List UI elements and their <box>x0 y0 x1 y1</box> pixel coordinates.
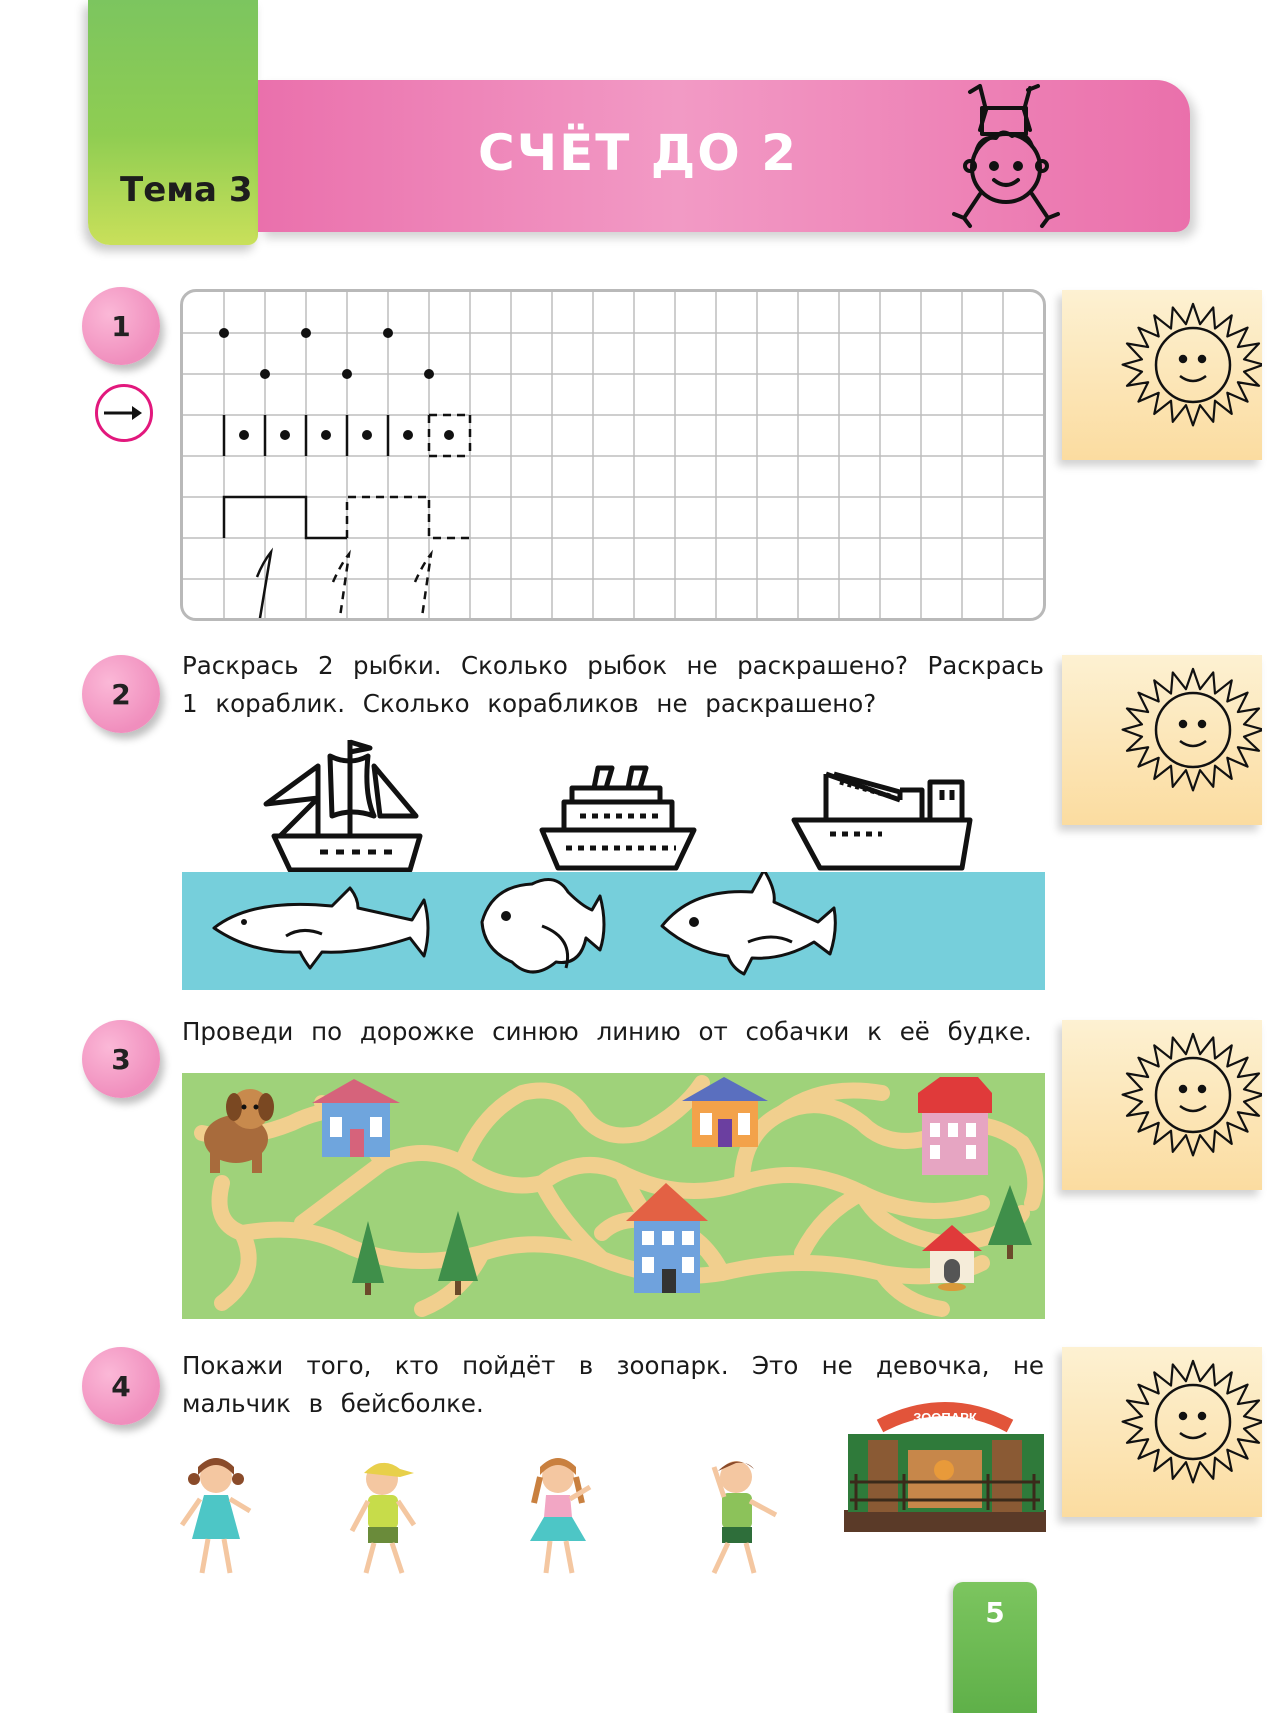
task-number-1: 1 <box>82 287 160 365</box>
ship-icon <box>790 760 976 872</box>
task-2-text: Раскрась 2 рыбки. Сколько рыбок не раскрашено? Раскрась 1 кораблик. Сколько корабликов не раскрашено? <box>182 651 1044 718</box>
boy-icon <box>694 1455 784 1580</box>
house-icon <box>312 1079 400 1157</box>
task-3-text: Проведи по дорожке синюю линию от собачки к её будке. <box>182 1017 1032 1046</box>
ship-icon <box>260 736 430 872</box>
girl-icon <box>520 1455 600 1580</box>
sun-icon <box>1062 290 1262 460</box>
squared-grid <box>180 289 1046 621</box>
tree-icon <box>988 1185 1032 1259</box>
water-strip <box>182 872 1045 990</box>
girl-icon <box>178 1455 258 1580</box>
task-4-text: Покажи того, кто пойдёт в зоопарк. Это не девочка, не мальчик в бейсболке. <box>182 1351 1044 1418</box>
page-title: СЧЁТ ДО 2 <box>478 124 799 182</box>
sun-sticker-2 <box>1062 655 1262 825</box>
arrow-right-icon <box>95 384 153 442</box>
zoo-gate-icon <box>844 1400 1046 1535</box>
boy-cap-icon <box>344 1455 424 1580</box>
house-icon <box>918 1077 992 1175</box>
sun-icon <box>1062 1347 1262 1517</box>
page-number: 5 <box>985 1596 1005 1629</box>
boy-handstand-icon <box>940 80 1070 230</box>
zoo-sign: ЗООПАРК <box>913 1410 977 1425</box>
sun-sticker-3 <box>1062 1020 1262 1190</box>
task-number-4: 4 <box>82 1347 160 1425</box>
task-number-3: 3 <box>82 1020 160 1098</box>
sun-icon <box>1062 655 1262 825</box>
ship-icon <box>536 760 700 872</box>
maze-map <box>182 1073 1045 1319</box>
tema-label: Тема 3 <box>120 170 253 210</box>
task-number-2: 2 <box>82 655 160 733</box>
dog-icon <box>204 1089 274 1173</box>
sun-icon <box>1062 1020 1262 1190</box>
sun-sticker-4 <box>1062 1347 1262 1517</box>
sun-sticker-1 <box>1062 290 1262 460</box>
